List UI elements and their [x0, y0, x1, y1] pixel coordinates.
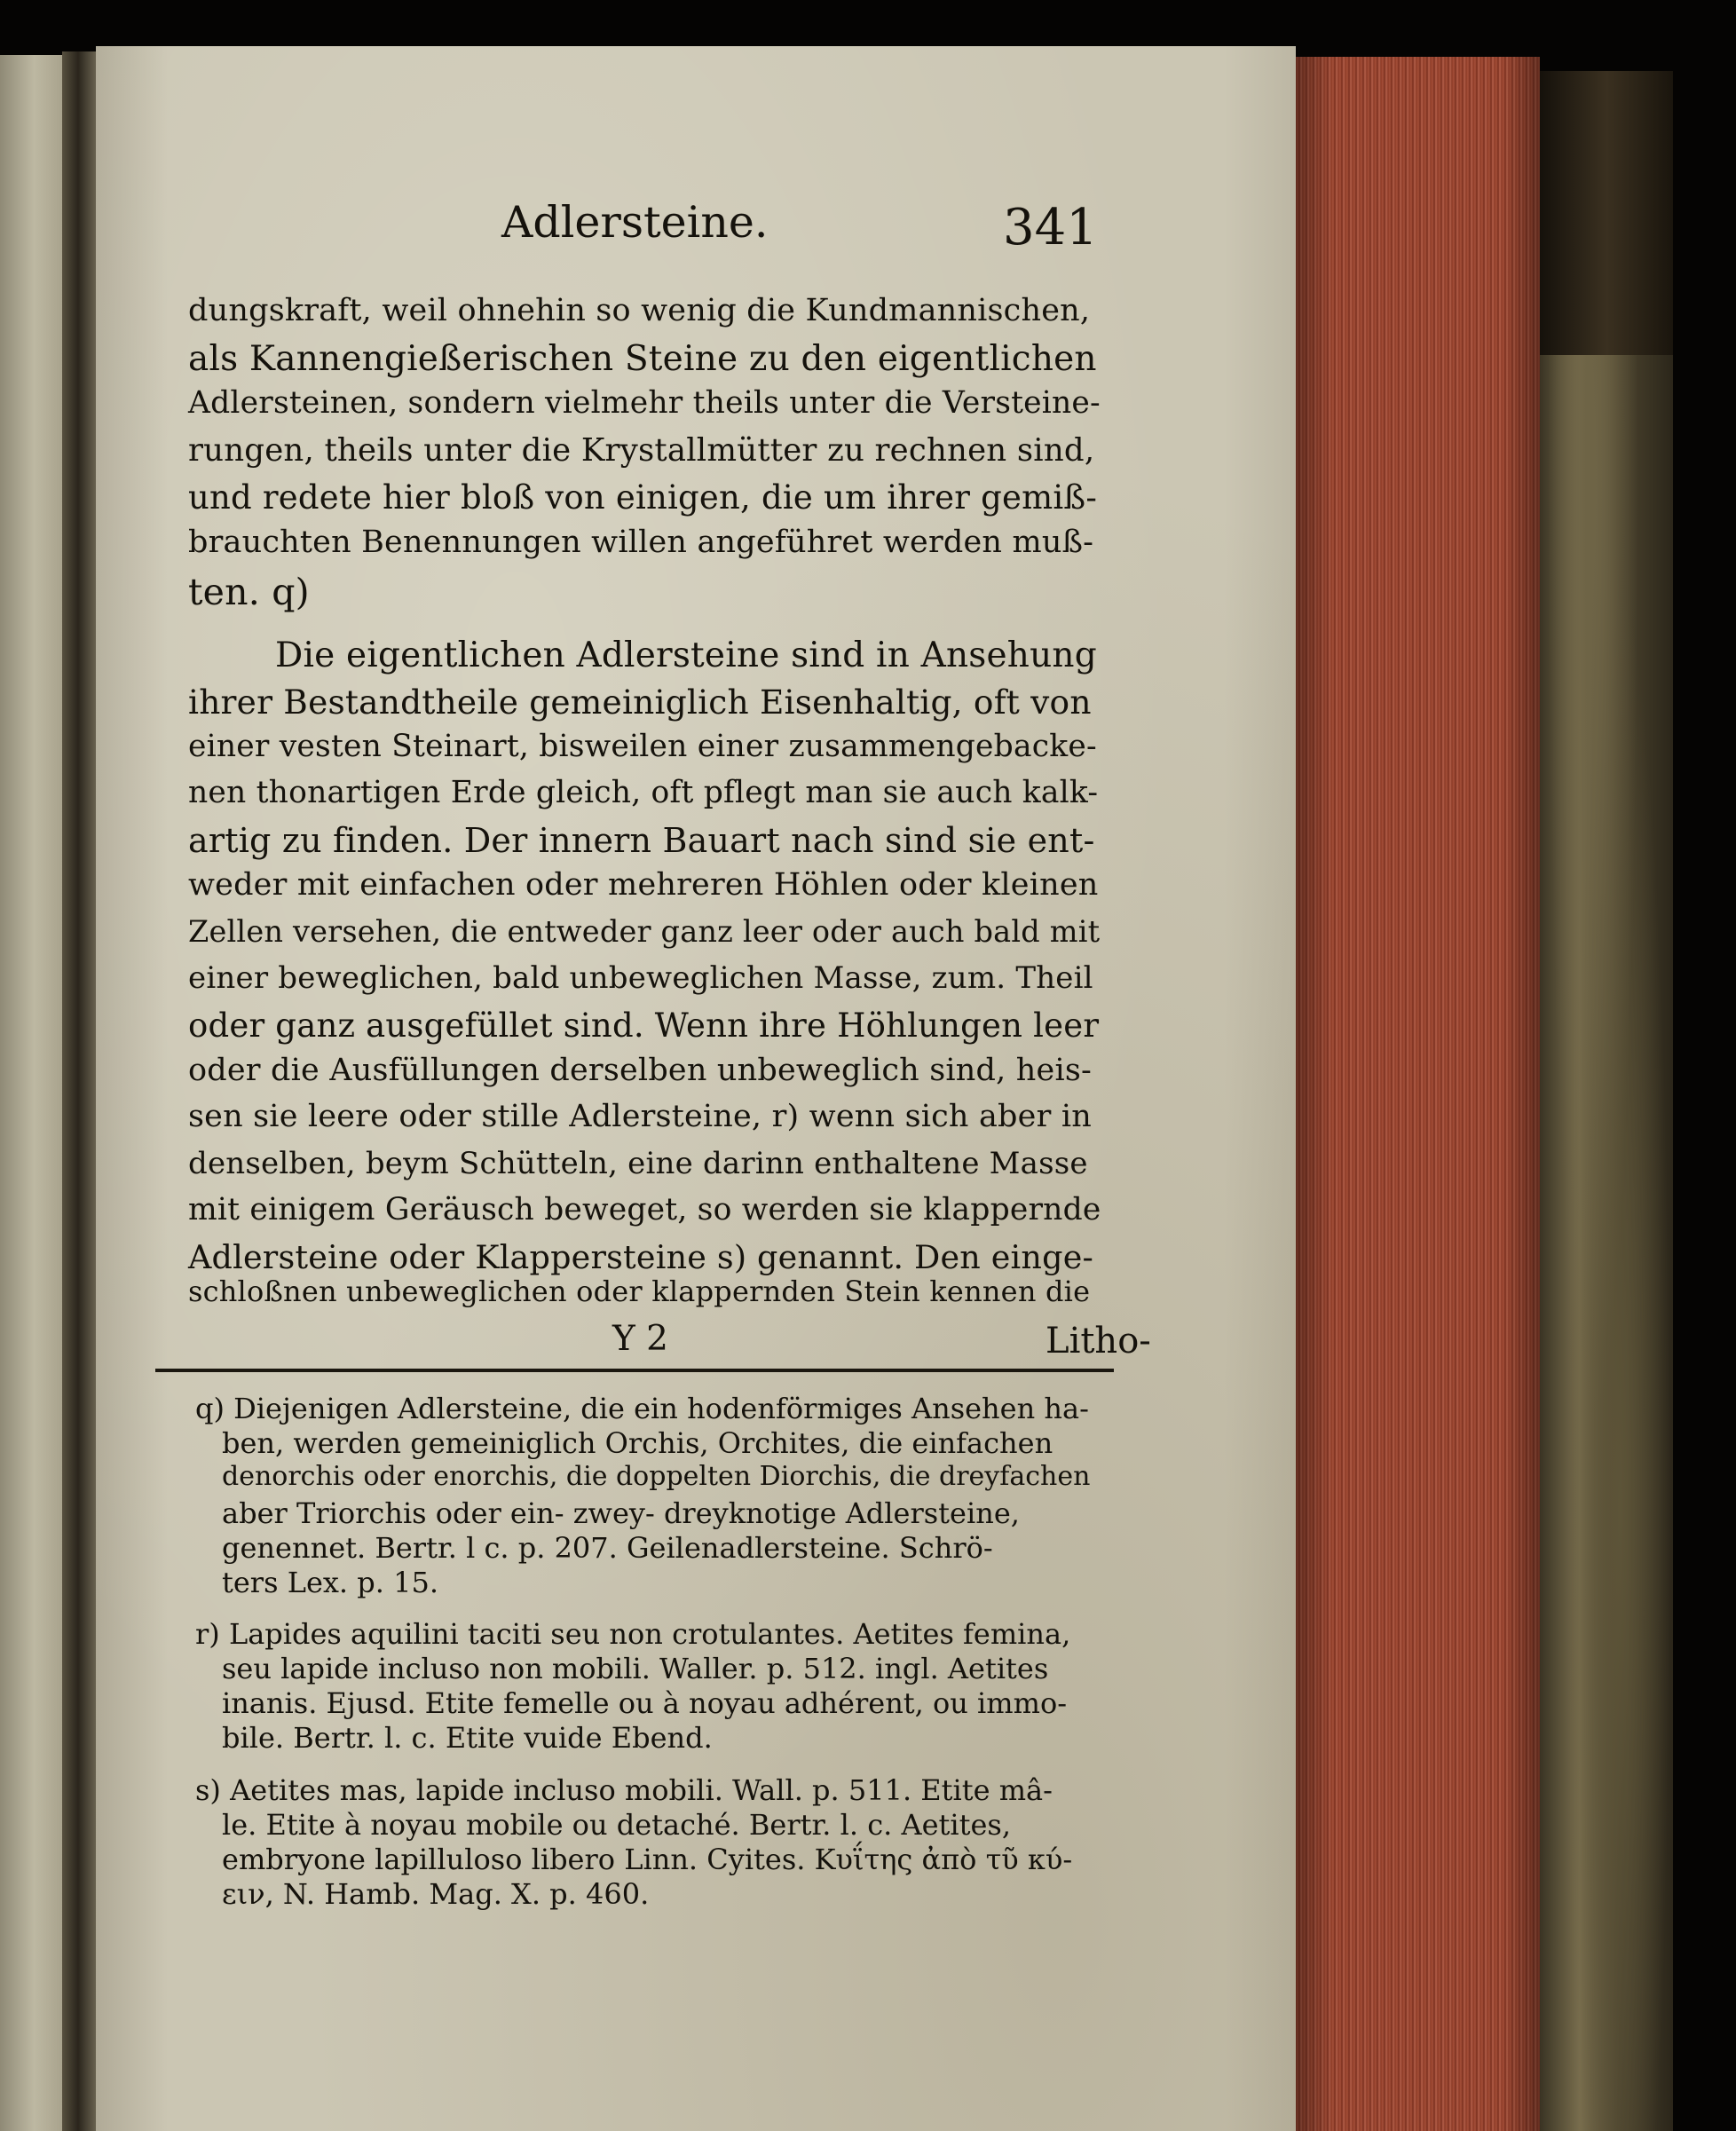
footnote-r-line: seu lapide incluso non mobili. Waller. p. 512. ingl. Aetites	[222, 1652, 1049, 1685]
footnote-s-line: ειν, N. Hamb. Mag. X. p. 460.	[222, 1877, 650, 1911]
body-line: schloßnen unbeweglichen oder klappernden Stein kennen die	[188, 1275, 1091, 1308]
body-line: mit einigem Geräusch beweget, so werden sie klappernde	[188, 1192, 1101, 1227]
body-line: artig zu finden. Der innern Bauart nach sind sie ent-	[188, 821, 1095, 860]
book-gutter	[62, 51, 98, 2131]
body-line: als Kannengießerischen Steine zu den eigentlichen	[188, 339, 1097, 379]
footnote-r-line: bile. Bertr. l. c. Etite vuide Ebend.	[222, 1721, 713, 1755]
body-line: denselben, beym Schütteln, eine darinn enthaltene Masse	[188, 1146, 1088, 1181]
footnote-q-line: ters Lex. p. 15.	[222, 1566, 438, 1599]
body-line: Adlersteine oder Klappersteine s) genannt. Den einge-	[188, 1238, 1094, 1276]
footnote-q-line: genennet. Bertr. l c. p. 207. Geilenadlersteine. Schrö-	[222, 1531, 993, 1565]
body-line: ten. q)	[188, 571, 310, 613]
catchword: Litho-	[1046, 1321, 1151, 1361]
body-line: einer beweglichen, bald unbeweglichen Masse, zum. Theil	[188, 960, 1093, 996]
body-line: weder mit einfachen oder mehreren Höhlen oder kleinen	[188, 867, 1099, 903]
running-head: Adlersteine.	[501, 197, 769, 248]
page-number: 341	[1003, 199, 1098, 257]
body-line: dungskraft, weil ohnehin so wenig die Kundmannischen,	[188, 293, 1091, 328]
body-line: nen thonartigen Erde gleich, oft pflegt man sie auch kalk-	[188, 775, 1099, 810]
footnote-s-line: embryone lapilluloso libero Linn. Cyites. Κυΐτης ἀπὸ τῦ κύ-	[222, 1843, 1073, 1876]
body-line: Adlersteinen, sondern vielmehr theils unter die Versteine-	[188, 385, 1101, 421]
signature-mark: Y 2	[612, 1319, 668, 1359]
facing-page-edge	[0, 55, 62, 2131]
footnote-r-line: inanis. Ejusd. Etite femelle ou à noyau adhérent, ou immo-	[222, 1686, 1068, 1720]
body-line: einer vesten Steinart, bisweilen einer zusammengebacke-	[188, 729, 1097, 764]
footnote-q-line: denorchis oder enorchis, die doppelten Diorchis, die dreyfachen	[222, 1461, 1091, 1492]
body-line: ihrer Bestandtheile gemeiniglich Eisenhaltig, oft von	[188, 683, 1092, 722]
book-cover	[1540, 71, 1673, 2131]
footnote-s-line: le. Etite à noyau mobile ou detaché. Bertr. l. c. Aetites,	[222, 1808, 1011, 1842]
paragraph-first-line: Die eigentlichen Adlersteine sind in Ansehung	[275, 635, 1097, 675]
footnote-q-line: q) Diejenigen Adlersteine, die ein hodenförmiges Ansehen ha-	[195, 1392, 1089, 1425]
footnote-s-line: s) Aetites mas, lapide incluso mobili. Wall. p. 511. Etite mâ-	[195, 1773, 1053, 1807]
book-cover-top	[1540, 71, 1673, 355]
footnote-q-line: aber Triorchis oder ein- zwey- dreyknotige Adlersteine,	[222, 1496, 1020, 1530]
body-line: und redete hier bloß von einigen, die um ihrer gemiß-	[188, 478, 1098, 517]
footnote-r-line: r) Lapides aquilini taciti seu non crotulantes. Aetites femina,	[195, 1617, 1071, 1651]
body-line: rungen, theils unter die Krystallmütter zu rechnen sind,	[188, 432, 1095, 469]
footnote-rule	[155, 1369, 1114, 1372]
body-line: sen sie leere oder stille Adlersteine, r) wenn sich aber in	[188, 1099, 1092, 1134]
body-line: brauchten Benennungen willen angeführet werden muß-	[188, 525, 1094, 560]
page-block-shadow	[1296, 57, 1540, 2131]
body-line: oder die Ausfüllungen derselben unbeweglich sind, heis-	[188, 1053, 1093, 1088]
body-line: Zellen versehen, die entweder ganz leer oder auch bald mit	[188, 914, 1101, 949]
footnote-q-line: ben, werden gemeiniglich Orchis, Orchites, die einfachen	[222, 1426, 1053, 1460]
body-line: oder ganz ausgefüllet sind. Wenn ihre Höhlungen leer	[188, 1006, 1100, 1045]
